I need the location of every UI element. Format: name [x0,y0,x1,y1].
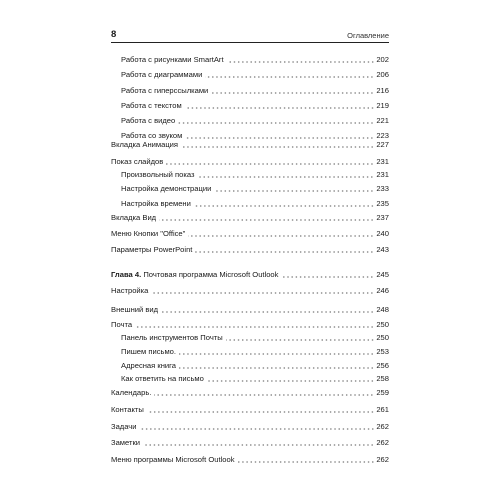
dot-leader [188,235,374,237]
dot-leader [166,163,374,165]
toc-entry-title: Работа с диаграммами [121,70,203,79]
toc-entry-page: 231 [376,170,389,179]
dot-leader [185,107,375,109]
dot-leader [227,61,375,63]
toc-entry [111,213,389,223]
toc-entry-page: 262 [376,438,389,447]
toc-entry-title: Вкладка Вид [111,213,157,222]
toc-entry [121,374,389,384]
dot-leader [140,428,375,430]
toc-entry [111,438,389,448]
toc-entry [111,388,389,398]
toc-entry [111,286,389,296]
dot-leader [151,292,374,294]
toc-entry-title: Произвольный показ [121,170,195,179]
toc-entry-title: Меню Кнопки "Office" [111,229,186,238]
toc-entry-page: 223 [376,131,389,140]
toc-entry-title: Работа со звуком [121,131,183,140]
toc-entry-title: Параметры PowerPoint [111,245,193,254]
toc-entry-title: Задачи [111,422,137,431]
toc-entry [121,170,389,180]
dot-leader [159,219,374,221]
toc-entry-title: Календарь. [111,388,152,397]
toc-entry [111,157,389,167]
toc-entry-title: Заметки [111,438,141,447]
toc-entry [111,245,389,255]
toc-entry-page: 250 [376,333,389,342]
toc-entry [121,347,389,357]
page-number: 8 [111,29,117,40]
toc-entry [111,422,389,432]
dot-leader [214,190,374,192]
toc-entry-title: Вкладка Анимация [111,140,179,149]
toc-chapter-entry [111,270,389,280]
toc-entry-page: 237 [376,213,389,222]
dot-leader [238,461,375,463]
dot-leader [226,339,375,341]
toc-entry-title: Контакты [111,405,144,414]
toc-entry-page: 262 [376,455,389,464]
toc-entry-page: 243 [376,245,389,254]
dot-leader [197,176,374,178]
toc-entry-page: 233 [376,184,389,193]
toc-entry-title: Как ответить на письмо [121,374,204,383]
toc-entry-title: Почта [111,320,133,329]
toc-entry-title: Внешний вид [111,305,159,314]
toc-entry-title: Настройка времени [121,199,191,208]
toc-entry-page: 256 [376,361,389,370]
toc-entry [111,405,389,415]
dot-leader [178,122,374,124]
running-header [111,30,389,43]
toc-entry-page: 258 [376,374,389,383]
toc-entry-title: Адресная книга [121,361,176,370]
dot-leader [195,251,374,253]
dot-leader [135,326,374,328]
dot-leader [207,380,374,382]
toc-entry [121,333,389,343]
toc-entry-title: Пишем письмо. [121,347,177,356]
toc-entry-title: Работа с рисунками SmartArt [121,55,224,64]
toc-entry [121,70,389,80]
toc-entry-page: 202 [376,55,389,64]
toc-entry [111,229,389,239]
toc-entry-page: 250 [376,320,389,329]
toc-entry [111,140,389,150]
toc-entry-title: Меню программы Microsoft Outlook [111,455,235,464]
toc-entry-page: 261 [376,405,389,414]
toc-entry-title: Настройка [111,286,149,295]
toc-entry-page: 259 [376,388,389,397]
toc-entry [111,455,389,465]
toc-entry-title: Работа с видео [121,116,176,125]
dot-leader [179,353,374,355]
toc-entry-page: 219 [376,101,389,110]
toc-entry-title: Работа с текстом [121,101,182,110]
toc-entry [111,305,389,315]
toc-entry [111,320,389,330]
toc-entry-page: 253 [376,347,389,356]
toc-entry-page: 248 [376,305,389,314]
toc-entry-title: Настройка демонстрации [121,184,212,193]
toc-entry-page: 235 [376,199,389,208]
dot-leader [179,367,374,369]
dot-leader [211,92,374,94]
toc-entry-page: 227 [376,140,389,149]
toc-entry-page: 231 [376,157,389,166]
dot-leader [194,205,374,207]
dot-leader [161,311,374,313]
toc-entry-page: 246 [376,286,389,295]
toc-entry-title: Панель инструментов Почты [121,333,223,342]
toc-entry-page: 245 [376,270,389,279]
dot-leader [147,411,375,413]
toc-entry [121,101,389,111]
dot-leader [185,137,374,139]
running-title: Оглавление [347,31,389,40]
toc-entry-page: 216 [376,86,389,95]
toc-entry [121,184,389,194]
chapter-label: Глава 4. [111,270,142,279]
dot-leader [281,276,374,278]
toc-entry-page: 262 [376,422,389,431]
toc-entry [121,55,389,65]
dot-leader [205,76,374,78]
toc-entry [121,199,389,209]
dot-leader [143,444,374,446]
toc-entry-title [111,270,278,280]
toc-entry-title: Показ слайдов [111,157,164,166]
chapter-title: Почтовая программа Microsoft Outlook [143,270,279,279]
toc-entry-title: Работа с гиперссылками [121,86,209,95]
toc-entry [121,116,389,126]
toc-entry [121,86,389,96]
toc-entry [121,361,389,371]
toc-entry-page: 206 [376,70,389,79]
dot-leader [181,146,374,148]
toc-entry-page: 240 [376,229,389,238]
toc-entry-page: 221 [376,116,389,125]
dot-leader [154,394,374,396]
